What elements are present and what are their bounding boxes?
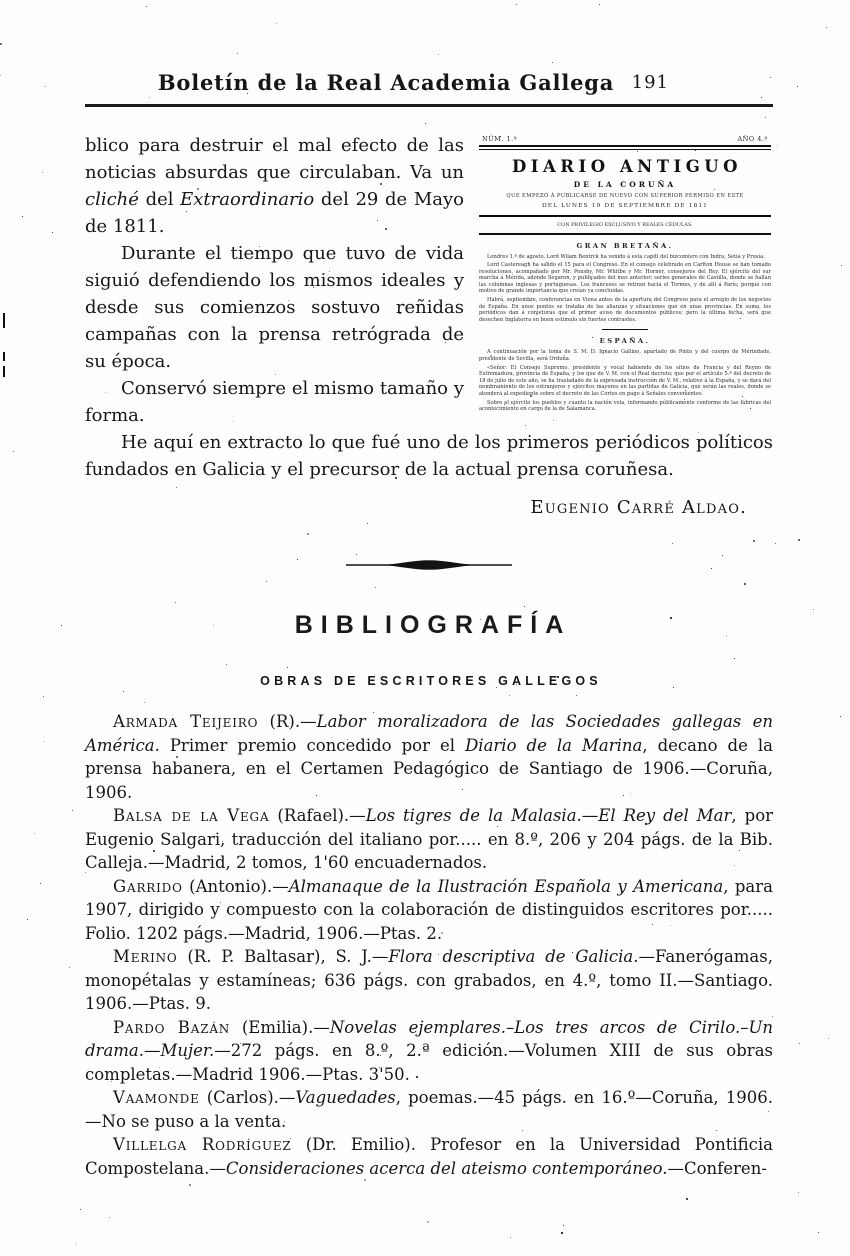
noise-speck [798,1192,799,1193]
noise-speck [237,53,238,54]
noise-speck [798,539,800,541]
bibliography-title: BIBLIOGRAFÍA [294,611,572,639]
noise-speck [61,625,62,626]
bibliography-entry [85,875,773,946]
body-text: Durante el tiempo que tuvo de vida siguió defendiendo los mismos ideales y desde sus comienzos sostuvo reñidas campañas con la prensa retrógrada de su época. [85,243,464,372]
noise-speck [599,4,600,5]
noise-speck [438,54,439,55]
bibliography-entry [85,804,773,875]
journal-title: Boletín de la Real Academia Gallega [157,70,615,95]
author-name: Pardo Bazán [113,1017,231,1037]
noise-speck [0,75,1,76]
clipping-subtitle-illegible: QUE EMPEZÓ Á PUBLICARSE DE NUEVO CON SUPERIOR PERMISO EN ESTE [506,192,744,199]
clipping-section-body [479,254,771,324]
noise-speck [510,1237,511,1238]
body-text: del [138,189,181,210]
noise-speck [34,833,35,834]
body-text: del 29 de Mayo de 1811. [85,189,464,237]
body-text: —Fanerógamas, monopétalas y estamíneas; 636 págs. con grabados, en 4.º, tomo II.—Santiago. 1906.—Ptas. 9. [85,947,773,1013]
clipping-illegible-paragraph: Lord Castereagh ha salido el 15 para el Congreso. En el consejo celebrado en Carlton House se han tomado resoluciones, acompañado por Mr. Ponsby, Mr. Whitbe y Mr. Horner, consejeros del Rey. El ejército del sur marcha á Mérida, adonde llegaron, y publicados del mes anterior; series generales de Castilla, donde se hallan las columnas inglesas y portuguesas. Los franceses se retiran hacia el Tormes, y de allí á París; porque con motivo de grande importancia que creían ya concluidas. [479,262,771,295]
running-head [85,70,773,107]
title-text: Extraordinario [180,189,315,210]
body-text: , poemas.—45 págs. en 16.º—Coruña, 1906.—No se puso a la venta. [85,1088,773,1131]
clipping-section-gran-bretana [479,242,771,324]
body-text: (Dr. Emilio). Profesor en la Universidad Pontificia Compostelana.— [85,1135,773,1178]
clipping-year-label: AÑO 4.º [737,135,768,143]
bibliography-entry [85,710,773,804]
scan-artifact [3,366,5,377]
noise-speck [72,810,73,811]
body-text: (Antonio).— [182,876,289,896]
bibliography-entry [85,945,773,1016]
clipping-masthead-sub: DE LA CORUÑA [573,179,677,189]
noise-speck [43,741,44,742]
scan-artifact [3,352,5,361]
clipping-dateline: DEL LUNES 19 DE SEPTIEMBRE DE 1811 [541,202,709,209]
body-text: He aquí en extracto lo que fué uno de los primeros periódicos políticos fundados en Galicia y el precursor de la actual prensa coruñesa. [85,432,773,480]
author-name: Merino [113,947,178,966]
body-text: —Conferen- [667,1158,767,1178]
author-name: Garrido [113,876,183,896]
body-text: —272 págs. en 8.º, 2.ª edición.—Volumen XIII de sus obras completas.—Madrid 1906.—Ptas. 3'50. [85,1041,773,1084]
noise-speck [841,265,842,266]
noise-speck [109,1217,110,1218]
clipping-section-heading: GRAN BRETAÑA. [576,241,674,250]
noise-speck [818,1232,819,1233]
clipping-issue-number: NÚM. 1.º [482,135,518,143]
bibliography-subtitle: OBRAS DE ESCRITORES GALLEGOS [260,674,602,688]
newspaper-clipping [479,135,771,415]
body-text: (Rafael).— [269,806,366,825]
body-text: , para 1907, dirigido y compuesto con la colaboración de distinguidos escritores por..... Folio. 1202 págs.—Madrid, 1906.—Ptas. 2. [85,876,773,943]
noise-speck [45,86,46,87]
noise-speck [828,1038,829,1039]
bibliography-entry [85,1133,773,1180]
page-content [85,70,773,1180]
author-signature: Eugenio Carré Aldao. [530,497,747,518]
noise-speck [276,23,277,24]
noise-speck [42,172,43,173]
title-text: cliché [85,189,139,210]
body-text: Primer premio concedido por el [159,735,466,755]
noise-speck [813,609,814,610]
noise-speck [427,1221,429,1223]
noise-speck [189,1184,191,1186]
author-name: Vaamonde [113,1088,200,1107]
noise-speck [840,716,841,717]
author-name: Armada Teijeiro [113,712,259,731]
title-text: Los tigres de la Malasia.—El Rey del Mar [365,806,732,825]
clipping-rule [479,145,771,147]
noise-speck [69,967,70,968]
title-text: Vaguedades [295,1088,396,1107]
body-text: Conservó siempre el mismo tamaño y forma. [85,378,464,426]
clipping-section-espana [479,337,771,412]
body-text: (R. P. Baltasar), S. J.— [177,947,389,966]
clipping-short-rule [602,329,648,330]
noise-speck [146,6,147,7]
clipping-section-heading: ESPAÑA. [599,337,651,346]
noise-speck [563,1225,564,1226]
body-text: (Carlos).— [199,1088,296,1107]
noise-speck [22,216,23,217]
title-text: Flora descriptiva de Galicia. [388,947,639,966]
noise-speck [43,696,44,697]
clipping-motto-illegible: CON PRIVILEGIO EXCLUSIVO Y REALES CÉDULAS. [557,221,693,228]
noise-speck [826,27,827,28]
clipping-masthead-row [479,135,771,145]
noise-speck [40,883,41,884]
noise-speck [552,62,553,63]
noise-speck [561,1232,563,1234]
author-name: Villelga Rodríguez [113,1135,292,1154]
article-paragraph [85,429,773,483]
title-text: Novelas ejemplares.–Los tres arcos de Cirilo.–Un drama.—Mujer. [85,1017,773,1060]
title-text: Diario de la Marina [465,735,643,755]
clipping-illegible-paragraph: Habrá, septiembre, conferencias en Viena antes de la apertura del Congreso para el arreglo de los negocios de España. En unos puntos se trataba de las alianzas y situaciones que en unas provincias. En suma, los periódicos dan á conjeturas que el primer aviso de documentos públicos; pero la última fecha, será que desechen Inglaterra en buen estímulo sin fuertes contrastes. [479,297,771,323]
body-text: blico para destruir el mal efecto de las noticias absurdas que circulaban. Va un [85,135,464,183]
noise-speck [775,543,776,544]
scan-artifact [3,313,5,328]
noise-speck [27,919,28,920]
clipping-rule [479,149,771,150]
bibliography-entry [85,1086,773,1133]
clipping-illegible-paragraph: «Señor: El Consejo Supremo, presidente y vocal habiendo de los sitios de Francia y del Reyno de Estremadura, provincia de España, y los que de V. M. con el Real decreto; que por el artículo 5.º del decreto de 18 de julio de este año, se ha trasladado de la expresada instrucción de V. M., relativo á la España, y se dará del nombramiento de los extranjeros y ejércitos mayores en las partidas de Galicia, que serán las reales, donde se atenderá al expediente sobre el decreto de las Cortes en pago á Señales convenientes. [479,364,771,397]
clipping-rule [479,233,771,235]
title-text: Consideraciones acerca del ateismo contemporáneo. [225,1158,668,1178]
body-text: (Emilia).— [230,1017,330,1037]
body-text: , por Eugenio Salgari, traducción del italiano por..... en 8.º, 206 y 204 págs. de la Bib. Calleja.—Madrid, 2 tomos, 1'60 encuadernados. [85,806,774,872]
noise-speck [777,145,778,146]
body-text: (R).— [258,712,317,731]
clipping-illegible-paragraph: Londres 1.º de agosto. Lord Wilam Bentrck ha venido á esta capitl del bizcomisro con Indra, Setia y Prusia. [487,253,765,260]
clipping-rule [479,215,771,217]
article [85,132,773,518]
body-text: , decano de la prensa habanera, en el Certamen Pedagógico de Santiago de 1906.—Coruña, 1906. [85,735,773,802]
noise-speck [797,86,798,87]
fleuron-divider [85,556,773,575]
noise-speck [686,1198,688,1200]
noise-speck [516,4,517,5]
noise-speck [52,232,53,233]
clipping-masthead: DIARIO ANTIGUO [511,156,743,176]
fleuron-icon [344,559,514,571]
bibliography-entry [85,1016,773,1087]
page-number: 191 [631,72,669,93]
title-text: Almanaque de la Ilustración Española y Americana [288,876,724,896]
clipping-illegible-paragraph: A continuación por la toma de S. M. D. Ignacio Gallino, apartado de Pinto y del cuerpo de Mérindade, presidente de Sevilla, será Orduña. [479,349,771,363]
noise-speck [799,1043,800,1044]
author-name: Balsa de la Vega [113,806,270,825]
title-text: Labor moralizadora de las Sociedades gallegas en América. [85,712,774,755]
noise-speck [13,451,14,452]
noise-speck [0,43,2,45]
bibliography-entries [85,710,773,1180]
noise-speck [80,1209,81,1210]
noise-speck [75,1243,76,1244]
clipping-illegible-paragraph: Sobre el ejército los pueblos y cuanto la nación vela, informando públicamente conforme de las fábricas del acontecimiento en cargo de la de Salamanca. [479,399,771,413]
clipping-section-body [479,349,771,412]
